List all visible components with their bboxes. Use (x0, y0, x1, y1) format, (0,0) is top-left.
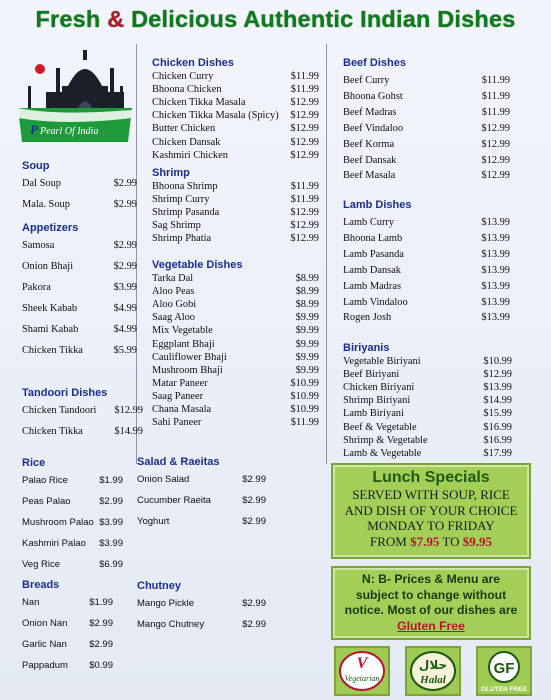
title-ampersand: & (107, 6, 125, 32)
section-title-vegetable: Vegetable Dishes (152, 259, 243, 271)
notice-line-1: N: B- Prices & Menu are (361, 572, 501, 586)
menu-item-price: $3.99 (99, 538, 123, 549)
menu-item-name: Beef Dansak (343, 154, 397, 166)
menu-item-name: Chicken Tandoori (22, 405, 97, 416)
menu-item-name: Rogen Josh (343, 312, 392, 324)
lunch-specials-box (331, 463, 531, 559)
menu-item-price: $2.99 (242, 474, 266, 485)
menu-item-price: $6.99 (99, 559, 123, 570)
menu-item-name: Chicken Tikka Masala (Spicy) (152, 110, 279, 122)
svg-text:P: P (30, 122, 38, 137)
menu-item-name: Tarka Dal (152, 273, 194, 284)
menu-item-name: Onion Nan (22, 618, 68, 629)
menu-item-price: $10.99 (290, 377, 319, 389)
section-title-tandoori: Tandoori Dishes (22, 387, 108, 399)
menu-item-price: $12.99 (290, 207, 319, 219)
menu-item-price: $13.99 (481, 248, 510, 260)
menu-item-price: $12.99 (483, 369, 512, 381)
menu-item-name: Saag Paneer (152, 390, 204, 402)
menu-item-name: Mango Pickle (137, 598, 195, 609)
menu-item-name: Sag Shrimp (152, 220, 201, 232)
column-divider (326, 44, 327, 464)
menu-item-name: Chana Masala (152, 404, 212, 415)
menu-item-name: Cucumber Raeita (137, 495, 211, 506)
menu-item-name: Lamb Pasanda (343, 248, 404, 260)
menu-item-name: Cauliflower Bhaji (152, 351, 227, 363)
menu-item-price: $2.99 (113, 178, 137, 189)
menu-item-name: Beef Korma (343, 138, 395, 150)
menu-item-price: $11.99 (290, 71, 319, 82)
lunch-from-label: FROM (370, 533, 407, 549)
menu-item-name: Shrimp Pasanda (152, 207, 220, 219)
notice-gluten-free: Gluten Free (397, 618, 465, 633)
notice-line-3: notice. Most of our dishes are (344, 603, 518, 617)
menu-item-name: Dal Soup (22, 178, 61, 189)
menu-item-price: $9.99 (295, 338, 319, 350)
menu-item-name: Matar Paneer (152, 377, 208, 389)
menu-item-name: Lamb Curry (343, 217, 395, 228)
menu-item-name: Samosa (22, 240, 55, 251)
lunch-price-line (333, 534, 529, 550)
menu-item-price: $16.99 (483, 421, 512, 433)
menu-item-price: $9.99 (295, 312, 319, 324)
menu-item-name: Shrimp & Vegetable (343, 434, 428, 446)
menu-item-name: Chicken Tikka (22, 345, 83, 356)
section-title-chutney: Chutney (137, 580, 181, 592)
menu-item-name: Mushroom Bhaji (152, 364, 223, 376)
menu-item-price: $12.99 (290, 233, 319, 245)
menu-item-name: Beef Vindaloo (343, 122, 404, 134)
menu-item-price: $8.99 (295, 299, 319, 311)
menu-item-price: $4.99 (113, 303, 137, 314)
gluten-free-label: GLUTEN FREE (481, 686, 527, 693)
menu-item-name: Veg Rice (22, 559, 61, 570)
menu-item-price: $8.99 (295, 286, 319, 298)
menu-item-price: $1.99 (89, 597, 113, 608)
menu-item-price: $2.99 (113, 261, 137, 272)
restaurant-logo (16, 46, 134, 148)
gluten-free-badge (476, 646, 532, 696)
lunch-to-label: TO (442, 533, 460, 549)
menu-item-name: Shrimp Phatia (152, 233, 212, 245)
menu-item-name: Mango Chutney (137, 619, 205, 630)
menu-item-name: Sheek Kabab (22, 303, 78, 314)
menu-item-name: Lamb Vindaloo (343, 296, 408, 308)
menu-item-price: $2.99 (242, 516, 266, 527)
logo-text: Pearl Of India (40, 126, 99, 137)
menu-item-price: $11.99 (481, 75, 510, 86)
title-part1: Fresh (35, 6, 101, 32)
menu-item-name: Bhoona Shrimp (152, 181, 218, 192)
menu-item-price: $2.99 (242, 619, 266, 630)
menu-item-name: Aloo Peas (152, 286, 195, 298)
notice-line-2: subject to change without (355, 587, 507, 602)
menu-item-name: Palao Rice (22, 475, 68, 486)
menu-item-name: Lamb Madras (343, 280, 401, 292)
menu-item-price: $16.99 (483, 434, 512, 446)
menu-item-price: $13.99 (481, 312, 510, 324)
menu-item-name: Shrimp Biriyani (343, 395, 411, 407)
menu-item-price: $12.99 (290, 220, 319, 232)
section-title-soup: Soup (22, 160, 50, 172)
menu-item-price: $9.99 (295, 351, 319, 363)
menu-item-name: Pakora (22, 282, 51, 293)
section-title-beef: Beef Dishes (343, 57, 406, 69)
menu-item-name: Beef Curry (343, 75, 390, 86)
section-title-breads: Breads (22, 579, 60, 591)
menu-item-price: $1.99 (99, 475, 123, 486)
lunch-specials-title: Lunch Specials (372, 469, 490, 486)
menu-item-name: Shrimp Curry (152, 194, 210, 206)
menu-item-price: $2.99 (89, 639, 113, 650)
menu-item-name: Beef Biriyani (343, 369, 400, 381)
halal-arabic-label: حلال (418, 658, 448, 672)
menu-item-name: Vegetable Biriyani (343, 356, 421, 367)
menu-item-name: Kashmiri Chicken (152, 149, 228, 161)
lunch-price-low: $7.95 (410, 533, 440, 549)
menu-item-price: $5.99 (113, 345, 137, 356)
menu-item-price: $2.99 (113, 240, 137, 251)
menu-item-price: $9.99 (295, 325, 319, 337)
menu-item-price: $8.99 (295, 273, 319, 284)
notice-box (331, 566, 531, 640)
menu-item-price: $14.99 (483, 395, 512, 407)
menu-item-name: Lamb Dansak (343, 264, 401, 276)
menu-item-name: Onion Salad (137, 474, 190, 485)
menu-item-name: Bhoona Gohst (343, 90, 403, 102)
section-title-appetizers: Appetizers (22, 222, 79, 234)
menu-item-name: Beef & Vegetable (343, 421, 417, 433)
menu-item-name: Mushroom Palao (22, 517, 94, 528)
menu-item-name: Bhoona Chicken (152, 84, 222, 96)
menu-item-price: $11.99 (481, 106, 510, 118)
menu-item-name: Saag Aloo (152, 312, 196, 324)
menu-item-price: $13.99 (481, 296, 510, 308)
menu-item-price: $13.99 (481, 232, 510, 244)
menu-item-price: $13.99 (481, 264, 510, 276)
menu-item-name: Chicken Dansak (152, 136, 221, 148)
menu-item-price: $10.99 (290, 404, 319, 415)
menu-item-name: Lamb & Vegetable (343, 447, 422, 459)
section-title-chicken: Chicken Dishes (152, 57, 234, 69)
menu-item-price: $15.99 (483, 408, 512, 420)
menu-item-name: Nan (22, 597, 40, 608)
menu-item-price: $17.99 (483, 447, 512, 459)
menu-item-price: $10.99 (290, 390, 319, 402)
menu-item-price: $3.99 (99, 517, 123, 528)
menu-item-price: $12.99 (290, 123, 319, 135)
menu-item-name: Aloo Gobi (152, 299, 197, 311)
menu-item-name: Eggplant Bhaji (152, 338, 215, 350)
section-title-salad: Salad & Raeitas (137, 456, 220, 468)
menu-item-price: $2.99 (242, 598, 266, 609)
menu-item-price: $2.99 (99, 496, 123, 507)
menu-item-price: $11.99 (290, 84, 319, 96)
menu-item-name: Beef Madras (343, 106, 397, 118)
svg-text:V: V (356, 655, 368, 672)
menu-title (0, 6, 551, 33)
vegetarian-label: Vegetarian (344, 674, 380, 683)
lunch-price-high: $9.95 (462, 533, 492, 549)
menu-item-name: Lamb Biriyani (343, 408, 404, 420)
menu-item-name: Kashmiri Palao (22, 538, 86, 549)
menu-item-price: $11.99 (290, 194, 319, 206)
menu-item-price: $2.99 (242, 495, 266, 506)
menu-item-name: Chicken Biriyani (343, 382, 415, 394)
menu-item-price: $12.99 (481, 170, 510, 182)
menu-item-name: Mala. Soup (22, 199, 70, 210)
section-title-shrimp: Shrimp (152, 167, 190, 179)
section-title-rice: Rice (22, 457, 46, 469)
menu-item-price: $11.99 (290, 417, 319, 429)
vegetarian-badge (334, 646, 390, 696)
menu-item-price: $4.99 (113, 324, 137, 335)
menu-item-name: Chicken Curry (152, 71, 214, 82)
gf-label: GF (493, 660, 515, 677)
menu-item-price: $12.99 (481, 122, 510, 134)
menu-item-price: $2.99 (113, 199, 137, 210)
menu-item-name: Chicken Tikka Masala (152, 97, 246, 109)
column-divider (136, 44, 137, 464)
menu-item-name: Pappadum (22, 660, 68, 671)
menu-item-name: Shami Kabab (22, 324, 79, 335)
menu-item-price: $12.99 (290, 136, 319, 148)
menu-item-price: $12.99 (114, 405, 143, 416)
menu-item-name: Peas Palao (22, 496, 71, 507)
menu-item-name: Chicken Tikka (22, 426, 83, 437)
menu-item-name: Butter Chicken (152, 123, 216, 135)
menu-item-price: $3.99 (113, 282, 137, 293)
menu-item-price: $13.99 (483, 382, 512, 394)
menu-item-price: $10.99 (483, 356, 512, 367)
lunch-line-2: AND DISH OF YOUR CHOICE (344, 502, 518, 518)
menu-item-price: $13.99 (481, 217, 510, 228)
menu-item-price: $12.99 (481, 138, 510, 150)
menu-item-name: Yoghurt (137, 516, 170, 527)
menu-item-price: $12.99 (290, 149, 319, 161)
lunch-line-3: MONDAY TO FRIDAY (367, 518, 495, 533)
menu-item-price: $9.99 (295, 364, 319, 376)
title-part2: Delicious Authentic Indian Dishes (131, 6, 516, 32)
menu-item-price: $14.99 (114, 426, 143, 437)
menu-item-name: Bhoona Lamb (343, 232, 403, 244)
menu-item-price: $13.99 (481, 280, 510, 292)
halal-label: Halal (420, 674, 446, 686)
menu-item-name: Sahi Paneer (152, 417, 202, 429)
halal-badge (405, 646, 461, 696)
menu-item-price: $12.99 (290, 97, 319, 109)
menu-item-price: $12.99 (481, 154, 510, 166)
menu-item-price: $2.99 (89, 618, 113, 629)
menu-item-price: $11.99 (290, 181, 319, 192)
menu-item-name: Onion Bhaji (22, 261, 74, 272)
section-title-biriyanis: Biriyanis (343, 342, 390, 354)
menu-item-price: $12.99 (290, 110, 319, 122)
menu-item-name: Beef Masala (343, 170, 396, 182)
lunch-line-1: SERVED WITH SOUP, RICE (352, 487, 510, 502)
menu-item-price: $11.99 (481, 90, 510, 102)
menu-item-name: Garlic Nan (22, 639, 67, 650)
menu-item-price: $0.99 (89, 660, 113, 671)
section-title-lamb: Lamb Dishes (343, 199, 412, 211)
menu-item-name: Mix Vegetable (152, 325, 213, 337)
